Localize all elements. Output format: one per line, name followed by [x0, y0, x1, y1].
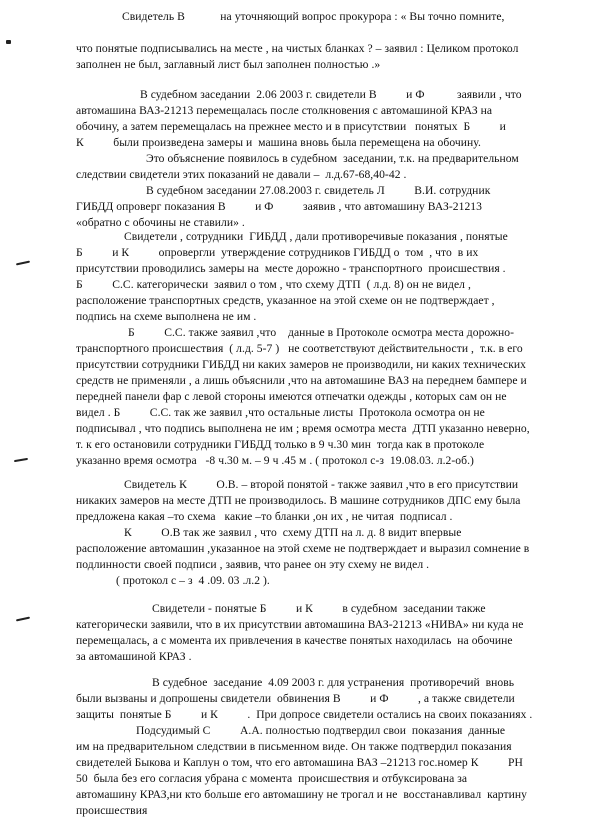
text-line: Подсудимый С А.А. полностью подтвердил свои показания данные [136, 724, 506, 737]
text-line: К О.В так же заявил , что схему ДТП на л. д. 8 видит впервые [124, 526, 462, 539]
text-line: К были произведена замеры и машина вновь была перемещена на обочину. [76, 136, 481, 149]
text-line: заполнен не был, заглавный лист был заполнен полностью .» [76, 58, 381, 71]
text-line: «обратно с обочины не ставили» . [76, 216, 245, 229]
text-line: т. к его остановили сотрудники ГИБДД только в 9 ч.30 мин тогда как в протоколе [76, 438, 485, 451]
text-line: подлинности своей подписи , заявив, что ранее он эту схему не видел . [76, 558, 430, 571]
text-line: перемещалась, а с момента их привлечения в качестве понятых находилась на обочине [76, 634, 513, 647]
text-line: В судебное заседание 4.09 2003 г. для устранения противоречий вновь [152, 676, 515, 689]
text-line: Это объяснение появилось в судебном заседании, т.к. на предварительном [146, 152, 519, 165]
text-line: Б С.С. категорически заявил о том , что схему ДТП ( л.д. 8) он не видел , [76, 278, 471, 291]
text-line: Свидетели - понятые Б и К в судебном заседании также [152, 602, 486, 615]
text-line: расположение автомашин ,указанное на этой схеме не подтверждает и выразил сомнение в [76, 542, 530, 555]
text-line: автомашину КРАЗ,ни кто больше его автомашину не трогал и не восстанавливал картину [76, 788, 527, 801]
text-line: автомашина ВАЗ-21213 перемещалась после столкновения с автомашиной КРАЗ на [76, 104, 493, 117]
text-line: были вызваны и допрошены свидетели обвинения В и Ф , а также свидетели [76, 692, 515, 705]
text-line: за автомашиной КРАЗ . [76, 650, 192, 663]
text-line: происшествия [76, 804, 148, 817]
text-line: следствии свидетели этих показаний не давали – л.д.67-68,40-42 . [76, 168, 407, 181]
text-line: свидетелей Быкова и Каплун о том, что его автомашина ВАЗ –21213 гос.номер К РН [76, 756, 523, 769]
text-line: видел . Б С.С. так же заявил ,что остальные листы Протокола осмотра он не [76, 406, 485, 419]
text-line: Б и К опровергли утверждение сотрудников ГИБДД о том , что в их [76, 246, 479, 259]
text-line: расположение транспортных средств, указанное на этой схеме он не подтверждает , [76, 294, 495, 307]
text-line: средств не применяли , а лишь объяснили ,что на автомашине ВАЗ на переднем бампере и [76, 374, 527, 387]
text-line: обочину, а затем перемещалась на прежнее место и в присутствии понятых Б и [76, 120, 506, 133]
text-line: предложена какая –то схема какие –то бланки ,он их , не читая подписал . [76, 510, 453, 523]
text-line: Свидетель К О.В. – второй понятой - также заявил ,что в его присутствии [124, 478, 519, 491]
text-line: ( протокол с – з 4 .09. 03 .л.2 ). [116, 574, 270, 587]
text-line: В судебном заседании 27.08.2003 г. свидетель Л В.И. сотрудник [146, 184, 491, 197]
text-line: Свидетель В на уточняющий вопрос прокурора : « Вы точно помните, [122, 10, 505, 23]
text-line: никаких замеров на месте ДТП не производилось. В машине сотрудников ДПС ему была [76, 494, 521, 507]
text-line: присутствии сотрудники ГИБДД ни каких замеров не производили, ни каких технических [76, 358, 527, 371]
text-line: присутствии проводились замеры на месте дорожно - транспортного происшествия . [76, 262, 506, 275]
text-line: указанно время осмотра -8 ч.30 м. – 9 ч .45 м . ( протокол с-з 19.08.03. л.2-об.) [76, 454, 474, 467]
text-line: подпись на схеме выполнена не им . [76, 310, 257, 323]
text-line: Свидетели , сотрудники ГИБДД , дали противоречивые показания , понятые [124, 230, 508, 243]
text-line: передней панели фар с левой стороны имеются отпечатки одежды , которых сам он не [76, 390, 507, 403]
text-line: транспортного происшествия ( л.д. 5-7 ) не соответствуют действительности , т.к. в его [76, 342, 523, 355]
text-line: защиты понятые Б и К . При допросе свидетели остались на своих показаниях . [76, 708, 533, 721]
text-line: подписывал , что подпись выполнена не им ; время осмотра места ДТП указанно неверно, [76, 422, 530, 435]
text-line: Б С.С. также заявил ,что данные в Протоколе осмотра места дорожно- [128, 326, 515, 339]
text-line: категорически заявили, что в их присутствии автомашина ВАЗ-21213 «НИВА» ни куда не [76, 618, 524, 631]
text-line: 50 была без его согласия убрана с момента происшествия и отбуксирована за [76, 772, 468, 785]
text-line: им на предварительном следствии в письменном виде. Он также подтвердил показания [76, 740, 512, 753]
text-line: что понятые подписывались на месте , на чистых бланках ? – заявил : Целиком протокол [76, 42, 519, 55]
text-line: В судебном заседании 2.06 2003 г. свидетели В и Ф заявили , что [140, 88, 522, 101]
text-line: ГИБДД опроверг показания В и Ф заявив , что автомашину ВАЗ-21213 [76, 200, 482, 213]
